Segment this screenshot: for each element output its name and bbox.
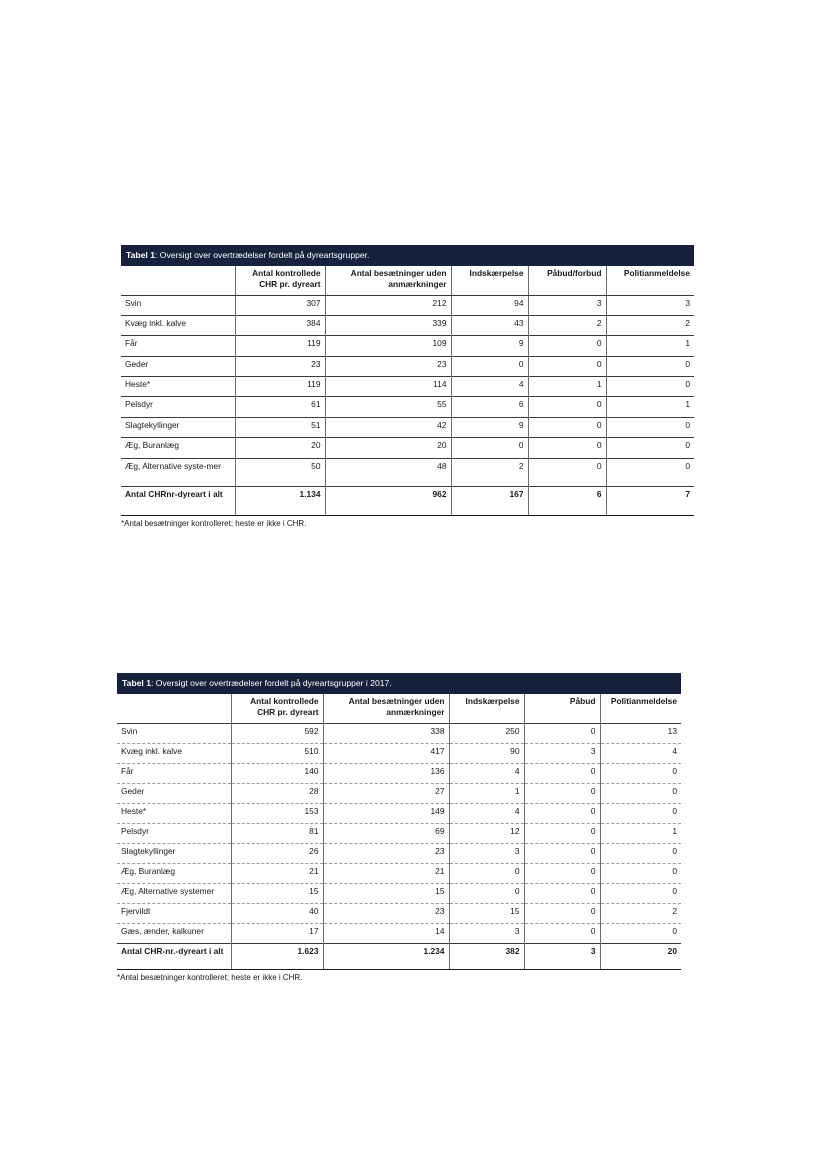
- table-cell: 4: [449, 803, 524, 823]
- table-cell: 7: [606, 486, 694, 515]
- table-cell: 3: [524, 743, 600, 763]
- table-cell: 23: [235, 356, 325, 376]
- table-cell: 1.623: [231, 943, 323, 969]
- table-cell: 0: [528, 356, 606, 376]
- table-cell: 3: [528, 295, 606, 315]
- table-cell: 1.234: [323, 943, 449, 969]
- table-cell: 212: [325, 295, 451, 315]
- table-cell: 1.134: [235, 486, 325, 515]
- table-row: [121, 397, 694, 417]
- table-row: [117, 903, 681, 923]
- table-1: [121, 266, 694, 516]
- column-header: Antal besætninger uden anmærkninger: [323, 694, 449, 723]
- table-row: [121, 356, 694, 376]
- column-header: Påbud: [524, 694, 600, 723]
- table-cell: 149: [323, 803, 449, 823]
- table-cell: 9: [451, 336, 528, 356]
- row-label: Geder: [121, 356, 235, 376]
- table-cell: 0: [600, 763, 681, 783]
- table-cell: 0: [600, 863, 681, 883]
- table-cell: 0: [524, 763, 600, 783]
- table-cell: 15: [323, 883, 449, 903]
- column-header: Antal kontrollede CHR pr. dyreart: [231, 694, 323, 723]
- column-header: Antal besætninger uden anmærkninger: [325, 266, 451, 295]
- table-cell: 20: [600, 943, 681, 969]
- table-2-block: [117, 673, 681, 982]
- table-cell: 0: [606, 356, 694, 376]
- table-cell: 0: [528, 417, 606, 437]
- table-cell: 0: [524, 803, 600, 823]
- table-cell: 1: [600, 823, 681, 843]
- table-cell: 0: [600, 923, 681, 943]
- table-cell: 0: [524, 843, 600, 863]
- table-cell: 26: [231, 843, 323, 863]
- table-cell: 20: [235, 438, 325, 458]
- table-cell: 15: [449, 903, 524, 923]
- row-label: Pelsdyr: [117, 823, 231, 843]
- table-cell: 50: [235, 458, 325, 486]
- table-cell: 136: [323, 763, 449, 783]
- table-cell: 339: [325, 315, 451, 335]
- row-label: Får: [117, 763, 231, 783]
- row-label: Fjervildt: [117, 903, 231, 923]
- caption-text: : Oversigt over overtrædelser fordelt på dyreartsgrupper.: [154, 250, 370, 260]
- table-cell: 384: [235, 315, 325, 335]
- table-cell: 0: [524, 823, 600, 843]
- table-cell: 0: [451, 356, 528, 376]
- table-cell: 23: [323, 903, 449, 923]
- table-cell: 13: [600, 723, 681, 743]
- table-cell: 0: [528, 458, 606, 486]
- table-cell: 0: [451, 438, 528, 458]
- row-label: Svin: [121, 295, 235, 315]
- table-cell: 0: [528, 336, 606, 356]
- table-1-footnote: *Antal besætninger kontrolleret; heste er ikke i CHR.: [121, 518, 307, 528]
- row-label: Gæs, ænder, kalkuner: [117, 923, 231, 943]
- row-label: Geder: [117, 783, 231, 803]
- table-cell: 23: [325, 356, 451, 376]
- table-cell: 6: [451, 397, 528, 417]
- table-cell: 0: [606, 438, 694, 458]
- table-cell: 23: [323, 843, 449, 863]
- table-cell: 51: [235, 417, 325, 437]
- table-cell: 3: [449, 843, 524, 863]
- table-cell: 55: [325, 397, 451, 417]
- table-row: [117, 843, 681, 863]
- table-cell: 12: [449, 823, 524, 843]
- table-row: [117, 923, 681, 943]
- table-cell: 3: [606, 295, 694, 315]
- table-cell: 0: [600, 883, 681, 903]
- table-cell: 0: [600, 843, 681, 863]
- table-cell: 21: [231, 863, 323, 883]
- table-cell: 0: [449, 883, 524, 903]
- table-row: [121, 458, 694, 486]
- table-cell: 338: [323, 723, 449, 743]
- row-label: Antal CHRnr-dyreart i alt: [121, 486, 235, 515]
- table-cell: 962: [325, 486, 451, 515]
- table-cell: 109: [325, 336, 451, 356]
- table-cell: 2: [600, 903, 681, 923]
- table-cell: 0: [449, 863, 524, 883]
- table-cell: 0: [600, 803, 681, 823]
- table-1-block: [121, 245, 694, 528]
- table-cell: 27: [323, 783, 449, 803]
- table-cell: 0: [524, 783, 600, 803]
- row-label: Æg, Alternative syste-mer: [121, 458, 235, 486]
- table-cell: 1: [606, 336, 694, 356]
- table-cell: 3: [524, 943, 600, 969]
- table-cell: 2: [606, 315, 694, 335]
- table-cell: 69: [323, 823, 449, 843]
- table-cell: 61: [235, 397, 325, 417]
- column-header: Antal kontrollede CHR pr. dyreart: [235, 266, 325, 295]
- table-cell: 382: [449, 943, 524, 969]
- table-row: [117, 823, 681, 843]
- total-row: [121, 486, 694, 515]
- table-row: [117, 723, 681, 743]
- column-header: [117, 694, 231, 723]
- table-cell: 0: [606, 377, 694, 397]
- row-label: Æg, Buranlæg: [117, 863, 231, 883]
- table-cell: 0: [524, 903, 600, 923]
- table-row: [117, 783, 681, 803]
- table-2-caption: [117, 673, 681, 694]
- row-label: Kvæg inkl. kalve: [117, 743, 231, 763]
- table-cell: 6: [528, 486, 606, 515]
- column-header: [121, 266, 235, 295]
- table-cell: 40: [231, 903, 323, 923]
- table-cell: 0: [606, 417, 694, 437]
- table-row: [117, 763, 681, 783]
- table-cell: 17: [231, 923, 323, 943]
- table-cell: 48: [325, 458, 451, 486]
- table-cell: 0: [524, 923, 600, 943]
- row-label: Antal CHR-nr.-dyreart i alt: [117, 943, 231, 969]
- table-cell: 0: [606, 458, 694, 486]
- table-cell: 510: [231, 743, 323, 763]
- column-header: Påbud/forbud: [528, 266, 606, 295]
- column-header: Indskærpelse: [449, 694, 524, 723]
- row-label: Æg, Buranlæg: [121, 438, 235, 458]
- table-row: [117, 803, 681, 823]
- table-row: [121, 438, 694, 458]
- caption-text: : Oversigt over overtrædelser fordelt på dyreartsgrupper i 2017.: [150, 678, 392, 688]
- table-cell: 119: [235, 336, 325, 356]
- table-cell: 90: [449, 743, 524, 763]
- table-1-caption: [121, 245, 694, 266]
- table-cell: 0: [528, 397, 606, 417]
- row-label: Heste*: [121, 377, 235, 397]
- column-header: Indskærpelse: [451, 266, 528, 295]
- table-cell: 42: [325, 417, 451, 437]
- table-cell: 1: [528, 377, 606, 397]
- table-cell: 81: [231, 823, 323, 843]
- row-label: Slagtekyllinger: [121, 417, 235, 437]
- table-cell: 140: [231, 763, 323, 783]
- total-row: [117, 943, 681, 969]
- table-cell: 592: [231, 723, 323, 743]
- table-cell: 2: [528, 315, 606, 335]
- table-cell: 4: [600, 743, 681, 763]
- table-row: [121, 377, 694, 397]
- table-cell: 28: [231, 783, 323, 803]
- table-row: [117, 863, 681, 883]
- table-row: [117, 883, 681, 903]
- row-label: Svin: [117, 723, 231, 743]
- row-label: Får: [121, 336, 235, 356]
- table-cell: 4: [449, 763, 524, 783]
- table-cell: 153: [231, 803, 323, 823]
- table-row: [121, 315, 694, 335]
- table-cell: 1: [606, 397, 694, 417]
- table-row: [117, 743, 681, 763]
- table-cell: 0: [524, 883, 600, 903]
- table-cell: 21: [323, 863, 449, 883]
- column-header: Politianmeldelse: [606, 266, 694, 295]
- table-cell: 20: [325, 438, 451, 458]
- table-cell: 119: [235, 377, 325, 397]
- row-label: Æg, Alternative systemer: [117, 883, 231, 903]
- table-cell: 417: [323, 743, 449, 763]
- table-cell: 9: [451, 417, 528, 437]
- table-cell: 0: [528, 438, 606, 458]
- column-header: Politianmeldelse: [600, 694, 681, 723]
- table-cell: 14: [323, 923, 449, 943]
- row-label: Kvæg inkl. kalve: [121, 315, 235, 335]
- caption-label: Tabel 1: [122, 678, 151, 688]
- table-header-row: [121, 266, 694, 295]
- table-cell: 0: [600, 783, 681, 803]
- table-cell: 3: [449, 923, 524, 943]
- table-cell: 0: [524, 723, 600, 743]
- table-cell: 307: [235, 295, 325, 315]
- table-cell: 250: [449, 723, 524, 743]
- table-cell: 15: [231, 883, 323, 903]
- table-header-row: [117, 694, 681, 723]
- table-cell: 114: [325, 377, 451, 397]
- table-cell: 0: [524, 863, 600, 883]
- row-label: Slagtekyllinger: [117, 843, 231, 863]
- row-label: Pelsdyr: [121, 397, 235, 417]
- table-row: [121, 417, 694, 437]
- table-cell: 2: [451, 458, 528, 486]
- row-label: Heste*: [117, 803, 231, 823]
- table-cell: 43: [451, 315, 528, 335]
- table-row: [121, 336, 694, 356]
- table-cell: 4: [451, 377, 528, 397]
- table-2-footnote: *Antal besætninger kontrolleret; heste er ikke i CHR.: [117, 972, 303, 982]
- table-cell: 167: [451, 486, 528, 515]
- table-cell: 1: [449, 783, 524, 803]
- caption-label: Tabel 1: [126, 250, 155, 260]
- table-2: [117, 694, 681, 970]
- table-cell: 94: [451, 295, 528, 315]
- table-row: [121, 295, 694, 315]
